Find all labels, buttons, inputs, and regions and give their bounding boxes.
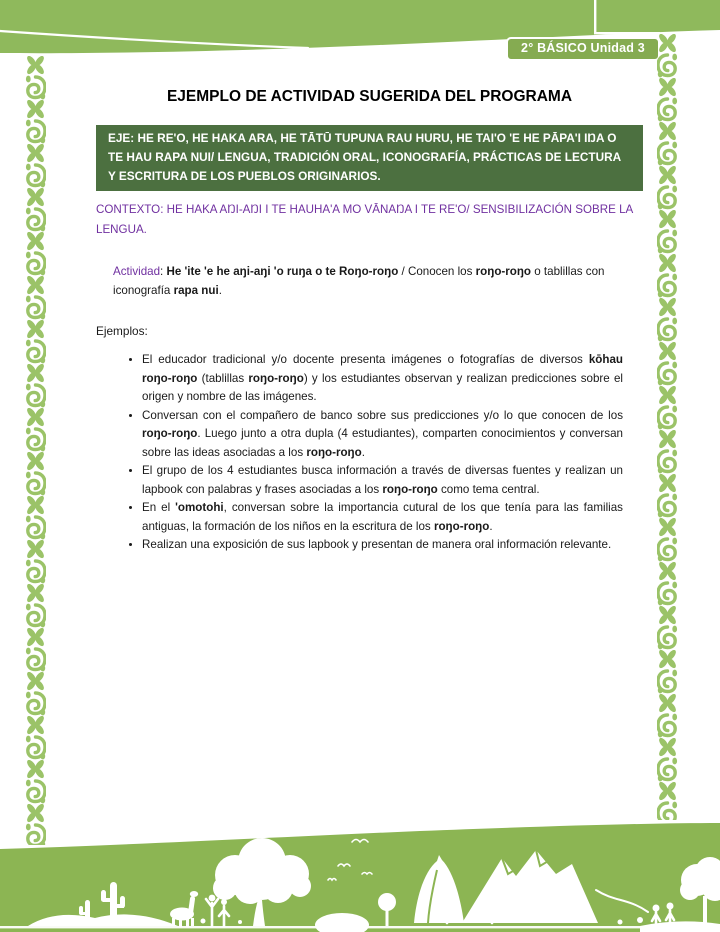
text-segment: En el [142,501,176,514]
text-segment: roŋo-roŋo [382,482,438,496]
text-segment: roŋo-roŋo [142,427,198,440]
text-segment: roŋo-roŋo [306,445,362,459]
text-segment: Conversan con el compañero de banco sobre sus predicciones y/o lo que conocen de los [142,408,623,422]
unit-badge: 2° BÁSICO Unidad 3 [506,37,660,61]
list-item [142,499,623,536]
list-item [142,351,623,407]
list-item [142,407,623,463]
text-segment: kōhau roŋo-roŋo [142,353,623,385]
text-segment: roŋo-roŋo [475,265,532,278]
text-segment: Realizan una exposición de sus lapbook y presentan de manera oral información relevante. [142,538,612,551]
text-segment: . [218,284,222,297]
text-segment: , conversan sobre la importancia cutural de los que tenía para las familias antiguas, la formación de los niños en la escritura de los [142,501,623,533]
text-segment: como tema central. [437,482,540,496]
list-item-text [142,464,623,496]
text-segment: o tablillas con iconografía [113,265,605,297]
text-segment: . [489,519,493,533]
text-segment: He 'ite 'e he aŋi-aŋi 'o ruŋa o te Roŋo-roŋo [166,265,399,278]
text-segment: El grupo de los 4 estudiantes busca información a través de diversas fuentes y realizan un lapbook con palabras y frases asociadas a los [142,464,623,496]
text-segment: El educador tradicional y/o docente presenta imágenes o fotografías de diversos [142,353,589,366]
text-segment: : [160,265,167,278]
text-segment: (tablillas [197,371,249,385]
examples-list [121,351,623,555]
text-segment: / Conocen los [398,265,476,278]
document-content [96,88,643,555]
text-segment: 'omotohi [175,501,224,514]
list-item [142,462,623,499]
list-item [142,536,623,555]
koru-pattern-left-icon [25,56,46,845]
ejemplos-heading: Ejemplos: [96,324,148,338]
text-segment: roŋo-roŋo [248,371,304,385]
actividad-line [113,262,623,300]
koru-pattern-right-icon [657,34,678,820]
text-segment: roŋo-roŋo [433,519,490,533]
list-item-text [142,538,611,551]
page-title: EJEMPLO DE ACTIVIDAD SUGERIDA DEL PROGRAMA [166,88,573,105]
eje-box: EJE: HE RE'O, HE HAKA ARA, HE TĀTŪ TUPUNA RAU HURU, HE TAI'O 'E HE PĀPA'I IŊA O TE HAU RAPA NUI/ LENGUA, TRADICIÓN ORAL, ICONOGRAFÍA, PRÁCTICAS DE LECTURA Y ESCRITURA DE LOS PUEBLOS ORIGINARIOS. [96,125,643,191]
list-item-text [142,353,623,403]
text-segment: rapa nui [173,284,219,297]
text-segment: . Luego junto a otra dupla (4 estudiantes), comparten conocimientos y conversan sobre las ideas asociadas a los [142,427,623,459]
landscape-silhouette-icon [0,822,720,932]
list-item-text [142,501,623,533]
text-segment: Actividad [113,265,161,278]
contexto-text: CONTEXTO: HE HAKA AŊI-AŊI I TE HAUHA'A MO VĀNAŊA I TE RE'O/ SENSIBILIZACIÓN SOBRE LA LENGUA. [96,203,633,236]
text-segment: ) y los estudiantes observan y realizan predicciones sobre el origen y nombre de las imágenes. [142,371,624,403]
list-item-text [142,409,623,459]
text-segment: . [361,445,365,459]
